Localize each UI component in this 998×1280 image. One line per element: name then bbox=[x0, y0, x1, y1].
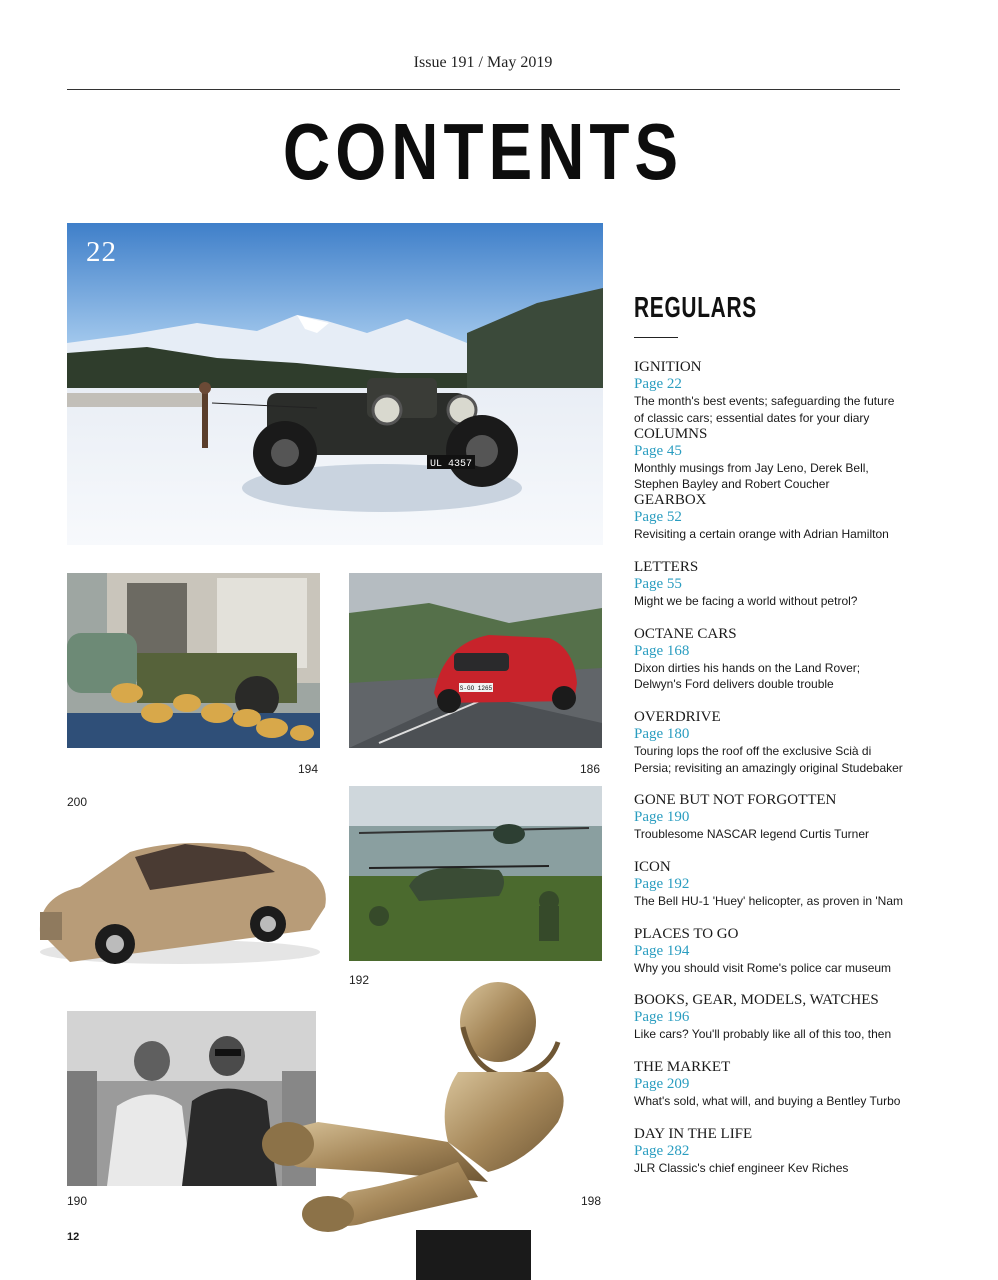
page-title: CONTENTS bbox=[282, 107, 684, 196]
caption-190: 190 bbox=[67, 1194, 88, 1208]
section-desc: of classic cars; essential dates for your diary bbox=[634, 410, 870, 425]
section-title: ICON bbox=[634, 859, 671, 876]
section-desc: Might we be facing a world without petrol? bbox=[634, 594, 858, 609]
caption-194: 194 bbox=[298, 762, 319, 776]
section-desc: Delwyn's Ford delivers double trouble bbox=[634, 677, 834, 692]
list-item[interactable] bbox=[634, 926, 934, 993]
section-title: OCTANE CARS bbox=[634, 625, 737, 642]
page-link[interactable]: Page 52 bbox=[634, 509, 682, 526]
section-title: THE MARKET bbox=[634, 1059, 731, 1076]
section-title: LETTERS bbox=[634, 559, 699, 576]
page-link[interactable]: Page 45 bbox=[634, 442, 682, 459]
photo-bronze-driver-statue[interactable] bbox=[258, 982, 598, 1280]
regulars-rule bbox=[634, 337, 678, 338]
hero-photo-bentley-snow[interactable] bbox=[67, 223, 603, 545]
list-item[interactable] bbox=[634, 492, 934, 559]
list-item[interactable] bbox=[634, 626, 934, 709]
section-title: GONE BUT NOT FORGOTTEN bbox=[634, 792, 837, 809]
section-desc: The Bell HU-1 'Huey' helicopter, as proven in 'Nam bbox=[634, 894, 903, 909]
section-desc: Monthly musings from Jay Leno, Derek Bell, bbox=[634, 460, 869, 475]
section-desc: Dixon dirties his hands on the Land Rover; bbox=[634, 660, 861, 675]
section-desc: The month's best events; safeguarding the future bbox=[634, 394, 895, 408]
page-link[interactable]: Page 55 bbox=[634, 576, 682, 593]
page-link[interactable]: Page 180 bbox=[634, 726, 690, 743]
section-desc: JLR Classic's chief engineer Kev Riches bbox=[634, 1160, 849, 1175]
header-rule bbox=[67, 89, 900, 90]
porsche-plate-text: S-GO 1265 bbox=[459, 685, 493, 692]
issue-line: Issue 191 / May 2019 bbox=[413, 54, 553, 71]
hero-page-number: 22 bbox=[86, 236, 117, 268]
section-title: IGNITION bbox=[634, 359, 702, 375]
page-link[interactable]: Page 282 bbox=[634, 1142, 690, 1159]
page-folio: 12 bbox=[67, 1231, 80, 1243]
section-desc: What's sold, what will, and buying a Bentley Turbo bbox=[634, 1094, 901, 1109]
page-link[interactable]: Page 209 bbox=[634, 1076, 690, 1093]
license-plate-text: UL 4357 bbox=[429, 459, 473, 470]
section-desc: Touring lops the roof off the exclusive Scià di bbox=[634, 744, 872, 759]
section-desc: Persia; revisiting an amazingly original Studebaker bbox=[634, 760, 903, 775]
section-title: GEARBOX bbox=[634, 492, 707, 509]
section-desc: Like cars? You'll probably like all of this too, then bbox=[634, 1027, 892, 1042]
section-title: BOOKS, GEAR, MODELS, WATCHES bbox=[634, 992, 879, 1009]
section-title: OVERDRIVE bbox=[634, 709, 721, 726]
list-item[interactable] bbox=[634, 1059, 934, 1126]
page-link[interactable]: Page 192 bbox=[634, 876, 690, 893]
photo-jaguar-model[interactable] bbox=[30, 812, 335, 972]
list-item[interactable] bbox=[634, 859, 934, 926]
section-desc: Why you should visit Rome's police car museum bbox=[634, 960, 892, 975]
list-item[interactable] bbox=[634, 792, 934, 859]
section-desc: Stephen Bayley and Robert Coucher bbox=[634, 477, 830, 492]
section-desc: Revisiting a certain orange with Adrian Hamilton bbox=[634, 527, 889, 542]
page-link[interactable]: Page 196 bbox=[634, 1009, 690, 1026]
list-item[interactable] bbox=[634, 1126, 934, 1193]
caption-186: 186 bbox=[580, 762, 601, 776]
photo-police-museum[interactable] bbox=[67, 573, 320, 748]
section-title: COLUMNS bbox=[634, 425, 708, 442]
caption-200: 200 bbox=[67, 795, 88, 809]
page-link[interactable]: Page 190 bbox=[634, 809, 690, 826]
section-title: PLACES TO GO bbox=[634, 925, 739, 942]
list-item[interactable] bbox=[634, 709, 934, 792]
photo-porsche-road[interactable] bbox=[349, 573, 602, 748]
list-item[interactable] bbox=[634, 359, 934, 426]
regulars-list bbox=[634, 359, 934, 1192]
page-link[interactable]: Page 168 bbox=[634, 642, 690, 659]
section-title: DAY IN THE LIFE bbox=[634, 1125, 753, 1142]
list-item[interactable] bbox=[634, 559, 934, 626]
page-link[interactable]: Page 22 bbox=[634, 376, 682, 392]
page-link[interactable]: Page 194 bbox=[634, 942, 690, 959]
section-desc: Troublesome NASCAR legend Curtis Turner bbox=[634, 827, 869, 842]
photo-huey-helicopter[interactable] bbox=[349, 786, 602, 961]
regulars-heading: REGULARS bbox=[634, 292, 757, 324]
caption-192: 192 bbox=[349, 973, 370, 987]
caption-198: 198 bbox=[581, 1194, 602, 1208]
list-item[interactable] bbox=[634, 992, 934, 1059]
list-item[interactable] bbox=[634, 426, 934, 493]
